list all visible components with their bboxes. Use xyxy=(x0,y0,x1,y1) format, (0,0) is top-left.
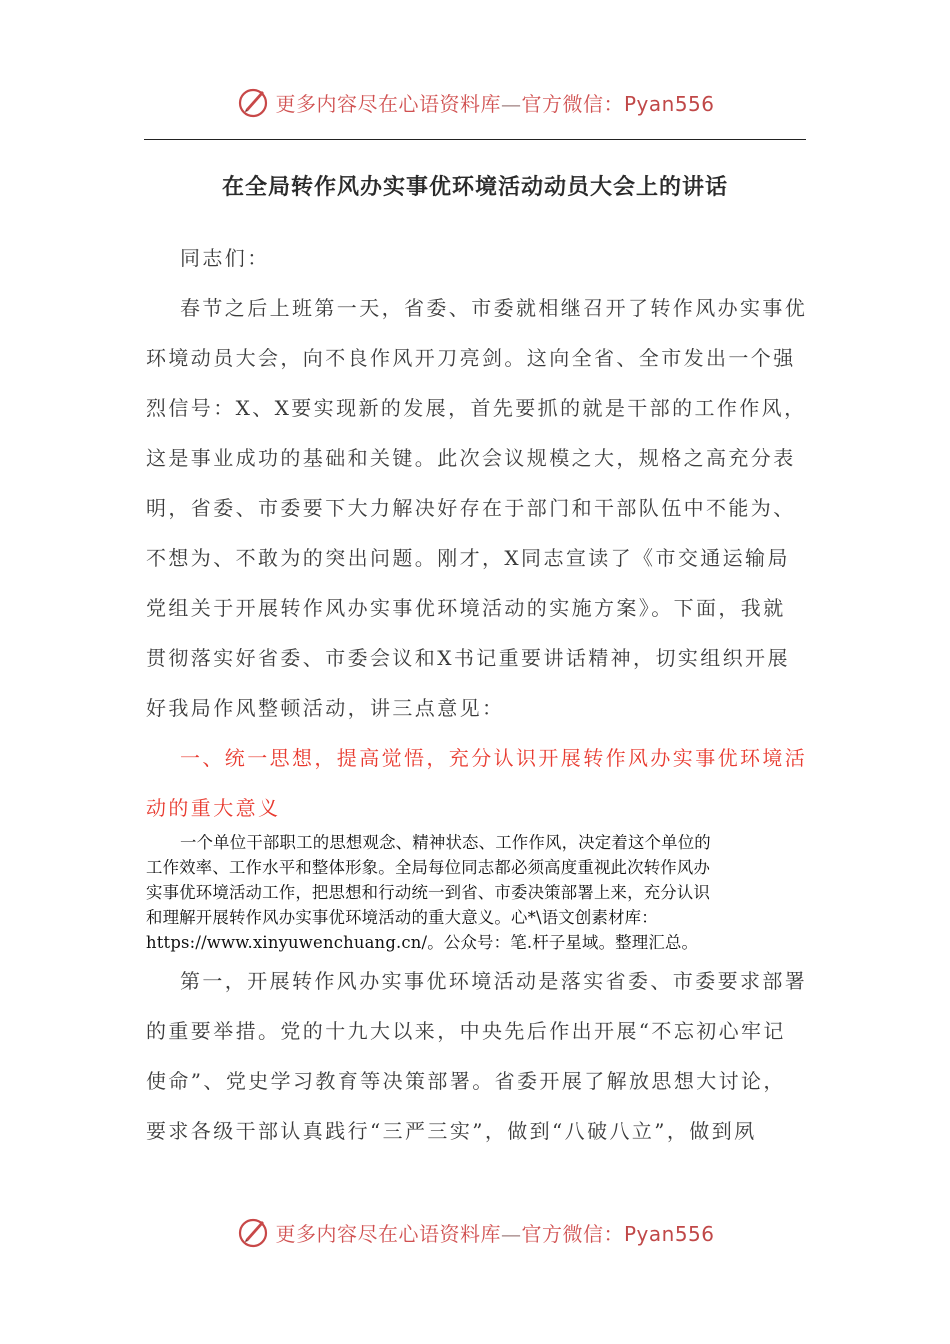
banner-text xyxy=(275,88,714,117)
section-heading: 一、统一思想，提高觉悟，充分认识开展转作风办实事优环境活 xyxy=(180,746,808,770)
banner-dash: — xyxy=(500,91,522,116)
banner-wechat-id: Pyan556 xyxy=(623,91,715,116)
compact-line: 和理解开展转作风办实事优环境活动的重大意义。心*\语文创素材库： xyxy=(146,908,658,927)
body-line: 要求各级干部认真践行“三严三实”，做到“八破八立”，做到夙 xyxy=(146,1119,757,1143)
banner-slogan: 更多内容尽在心语资料库 xyxy=(275,91,501,116)
banner-text xyxy=(275,1218,714,1247)
body-line: 贯彻落实好省委、市委会议和X书记重要讲话精神，切实组织开展 xyxy=(146,646,790,670)
compact-line: 实事优环境活动工作，把思想和行动统一到省、市委决策部署上来，充分认识 xyxy=(146,883,711,902)
banner-wechat-label: 官方微信： xyxy=(521,1221,624,1246)
pen-logo-icon xyxy=(235,84,271,120)
compact-line: 工作效率、工作水平和整体形象。全局每位同志都必须高度重视此次转作风办 xyxy=(146,858,711,877)
compact-line: https://www.xinyuwenchuang.cn/。公众号：笔.杆子星域。整理汇总。 xyxy=(146,933,699,952)
body-line: 党组关于开展转作风办实事优环境活动的实施方案》。下面，我就 xyxy=(146,596,786,620)
body-line: 第一，开展转作风办实事优环境活动是落实省委、市委要求部署 xyxy=(180,969,808,993)
document-title: 在全局转作风办实事优环境活动动员大会上的讲话 xyxy=(221,175,728,200)
body-line: 使命”、党史学习教育等决策部署。省委开展了解放思想大讨论， xyxy=(146,1069,786,1093)
body-line: 好我局作风整顿活动，讲三点意见： xyxy=(146,696,505,720)
body-line: 明，省委、市委要下大力解决好存在于部门和干部队伍中不能为、 xyxy=(146,496,796,520)
body-line: 这是事业成功的基础和关键。此次会议规模之大，规格之高充分表 xyxy=(146,446,796,470)
compact-line: 一个单位干部职工的思想观念、精神状态、工作作风，决定着这个单位的 xyxy=(180,833,711,852)
body-line: 的重要举措。党的十九大以来，中央先后作出开展“不忘初心牢记 xyxy=(146,1019,786,1043)
pen-logo-icon xyxy=(235,1214,271,1250)
banner-dash: — xyxy=(500,1221,522,1246)
body-line: 春节之后上班第一天，省委、市委就相继召开了转作风办实事优 xyxy=(180,296,808,320)
salutation: 同志们： xyxy=(180,246,270,270)
body-line: 环境动员大会，向不良作风开刀亮剑。这向全省、全市发出一个强 xyxy=(146,346,796,370)
header-banner xyxy=(0,80,950,124)
body-line: 烈信号：X、X要实现新的发展，首先要抓的就是干部的工作作风， xyxy=(146,396,807,420)
banner-wechat-id: Pyan556 xyxy=(623,1221,715,1246)
header-divider xyxy=(144,139,806,140)
body-line: 不想为、不敢为的突出问题。刚才，X同志宣读了《市交通运输局 xyxy=(146,546,790,570)
banner-wechat-label: 官方微信： xyxy=(521,91,624,116)
section-heading: 动的重大意义 xyxy=(146,796,281,820)
footer-banner xyxy=(0,1210,950,1254)
banner-slogan: 更多内容尽在心语资料库 xyxy=(275,1221,501,1246)
